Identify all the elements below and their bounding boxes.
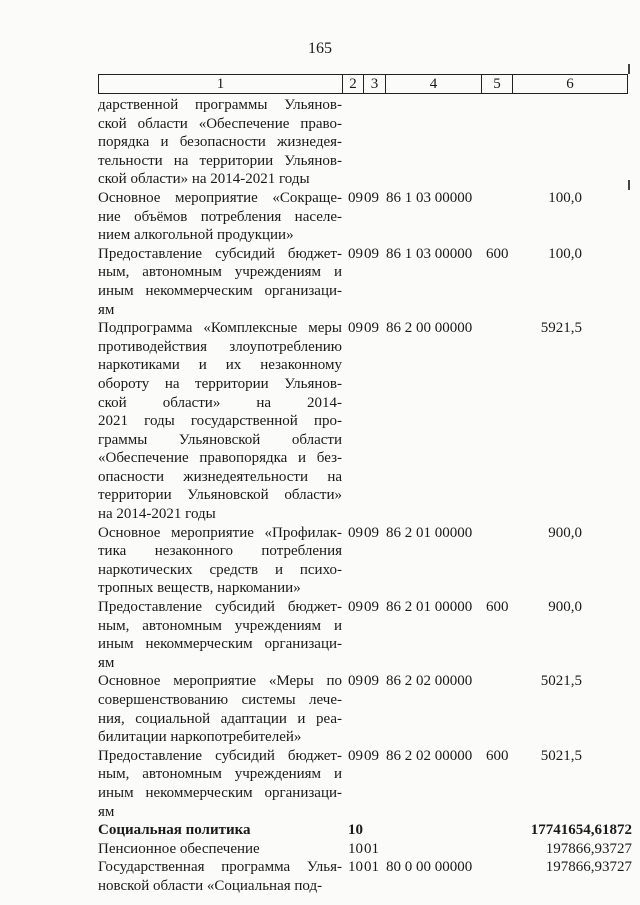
scan-mark [628,180,630,190]
row-c6: 900,0 [548,599,582,616]
row-name [98,821,342,840]
table-header [98,74,628,94]
row-name-line: билитации наркопотребителей» [98,729,302,746]
row-c5: 600 [486,747,509,764]
row-name [98,245,342,319]
row-c4 [386,821,486,840]
row-name-line: новской области «Социальная под- [98,877,323,894]
table-row [98,319,632,524]
row-c5 [486,96,520,189]
row-name [98,672,342,746]
row-c5 [486,858,520,895]
row-name [98,598,342,672]
row-name-line: ской области» на 2014-2021 годы [98,171,310,188]
row-c2: 10 [348,822,363,839]
row-name [98,747,342,821]
row-c2: 09 [348,320,363,337]
row-c3 [364,821,386,840]
row-name-line: ным, автономным учреждениям и [98,264,342,281]
row-c6: 5021,5 [540,673,582,690]
row-name-line: ям [98,654,115,671]
row-name-line: Подпрограмма «Комплексные меры [98,320,342,337]
table-body [98,96,632,896]
table-row [98,245,632,319]
row-c4: 86 2 02 00000 [386,673,473,690]
row-name-line: порядка и безопасности жизнедея- [98,134,342,151]
row-c4: 86 1 03 00000 [386,189,473,206]
row-c4: 86 1 03 00000 [386,245,473,262]
row-c3: 01 [364,859,379,876]
row-c6: 197866,93727 [545,840,632,857]
row-c4: 86 2 01 00000 [386,524,473,541]
row-name-line: 2021 годы государственной про- [98,413,342,430]
table-row [98,840,632,859]
row-c6: 5021,5 [540,747,582,764]
row-name-line: ным, автономным учреждениям и [98,766,342,783]
row-name-line: иным некоммерческим организаци- [98,784,342,801]
row-c5: 600 [486,245,509,262]
row-name [98,524,342,598]
table-row [98,598,632,672]
row-name-line: ской области «Обеспечение право- [98,115,342,132]
table-row [98,96,632,189]
row-name-line: тельности на территории Ульянов- [98,152,342,169]
row-c5 [486,189,520,245]
row-name [98,319,342,524]
row-name-line: иным некоммерческим организаци- [98,282,342,299]
row-c6: 100,0 [548,189,582,206]
row-name-line: Государственная программа Улья- [98,859,342,876]
row-name-line: наркотиками и их незаконному [98,357,342,374]
row-c6: 5921,5 [540,320,582,337]
row-c2: 09 [348,189,363,206]
row-c6: 100,0 [548,245,582,262]
row-name-line: Основное мероприятие «Сокраще- [98,189,342,206]
row-c2 [342,96,364,189]
row-c5: 600 [486,599,509,616]
row-name-line: ям [98,301,115,318]
row-c4: 86 2 00 00000 [386,320,473,337]
row-name-line: Пенсионное обеспечение [98,840,260,857]
row-c5 [486,821,520,840]
row-name-line: ние объёмов потребления населе- [98,208,342,225]
row-name-line: «Обеспечение правопорядка и без- [98,450,342,467]
header-col-2: 2 [343,75,364,93]
page-number: 165 [308,40,332,57]
row-name-line: территории Ульяновской области» [98,487,342,504]
row-name-line: обороту на территории Ульянов- [98,375,342,392]
row-name-line: на 2014-2021 годы [98,506,216,523]
row-c5 [486,672,520,746]
row-name-line: граммы Ульяновской области [98,431,342,448]
row-name-line: Социальная политика [98,822,251,839]
row-name [98,189,342,245]
row-name [98,96,342,189]
row-c6 [520,96,632,189]
row-c2: 10 [348,859,363,876]
header-col-4: 4 [386,75,482,93]
row-c3: 01 [364,840,379,857]
row-c2: 10 [348,840,363,857]
row-name-line: Основное мероприятие «Меры по [98,673,342,690]
row-c4 [386,96,486,189]
row-c3: 09 [364,747,379,764]
row-c6: 900,0 [548,524,582,541]
header-col-1: 1 [99,75,343,93]
row-name-line: нием алкогольной продукции» [98,227,294,244]
row-c5 [486,524,520,598]
row-c2: 09 [348,599,363,616]
table-row [98,672,632,746]
row-name [98,840,342,859]
row-c4 [386,840,486,859]
table-row [98,189,632,245]
scan-mark [628,64,630,74]
row-c6: 17741654,61872 [530,822,632,839]
row-c3: 09 [364,245,379,262]
row-c4: 86 2 01 00000 [386,599,473,616]
row-name-line: Предоставление субсидий бюджет- [98,747,342,764]
table-row [98,821,632,840]
row-name-line: дарственной программы Ульянов- [98,97,342,113]
row-name-line: ным, автономным учреждениям и [98,617,342,634]
row-c3: 09 [364,673,379,690]
row-c3: 09 [364,599,379,616]
row-c2: 09 [348,673,363,690]
table-row [98,524,632,598]
row-name [98,858,342,895]
row-c6: 197866,93727 [545,859,632,876]
row-c3: 09 [364,320,379,337]
table-row [98,858,632,895]
header-col-3: 3 [364,75,386,93]
row-c4: 86 2 02 00000 [386,747,473,764]
row-name-line: противодействия злоупотреблению [98,338,342,355]
row-name-line: ям [98,803,115,820]
row-c4: 80 0 00 00000 [386,859,473,876]
row-c3 [364,96,386,189]
table-row [98,747,632,821]
row-c3: 09 [364,524,379,541]
row-name-line: Основное мероприятие «Профилак- [98,524,342,541]
row-name-line: наркотических средств и психо- [98,561,342,578]
row-name-line: тика незаконного потребления [98,543,342,560]
row-c5 [486,319,520,524]
row-name-line: Предоставление субсидий бюджет- [98,245,342,262]
row-name-line: опасности жизнедеятельности на [98,468,342,485]
row-c3: 09 [364,189,379,206]
row-name-line: тропных веществ, наркомании» [98,580,301,597]
header-col-5: 5 [482,75,513,93]
row-c5 [486,840,520,859]
row-name-line: ния, социальной адаптации и реа- [98,710,342,727]
row-name-line: совершенствованию системы лече- [98,692,342,708]
row-c2: 09 [348,747,363,764]
row-c2: 09 [348,524,363,541]
row-name-line: ской области» на 2014- [98,394,342,411]
row-name-line: Предоставление субсидий бюджет- [98,599,342,616]
row-c2: 09 [348,245,363,262]
row-name-line: иным некоммерческим организаци- [98,636,342,653]
header-col-6: 6 [566,75,574,92]
